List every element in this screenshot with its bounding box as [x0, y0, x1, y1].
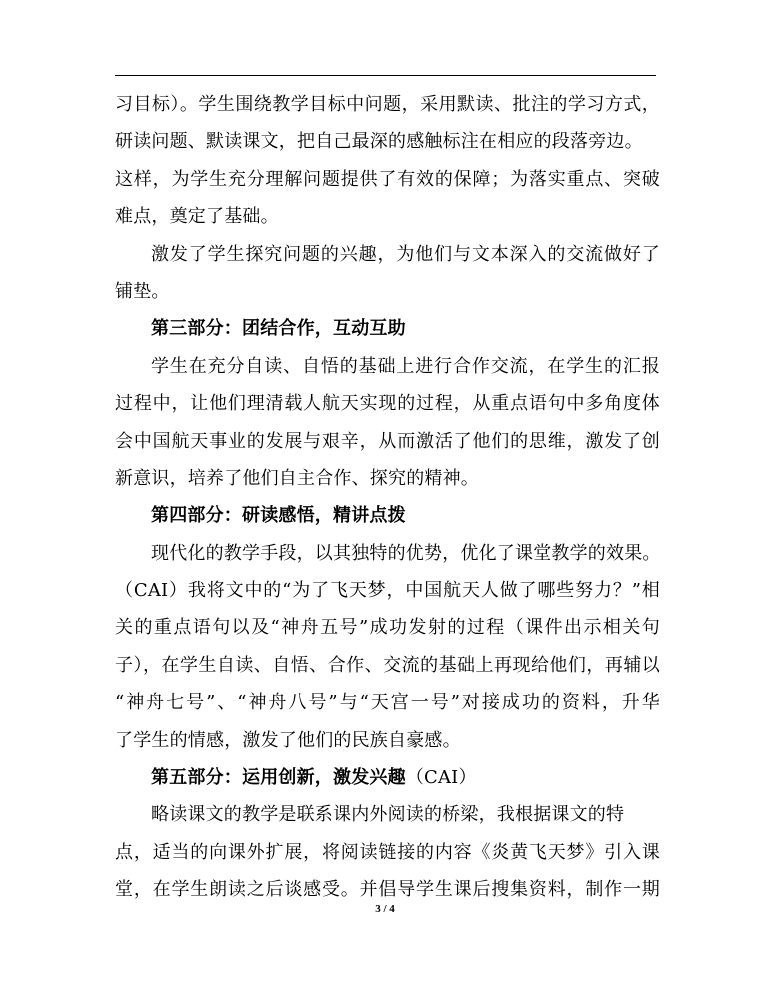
- text-line-content: 略读课文的教学是联系课内外阅读的桥梁，我根据课文的特: [151, 804, 625, 826]
- text-line-content: “神舟七号”、“神舟八号”与“天宫一号”对接成功的资料，升华: [115, 692, 660, 714]
- section-heading: [115, 759, 660, 796]
- text-line-content: 子），在学生自读、自悟、合作、交流的基础上再现给他们，再辅以: [115, 654, 660, 676]
- text-line-content: （CAI）我将文中的“为了飞天梦，中国航天人做了哪些努力？”相: [115, 580, 660, 602]
- text-line: [115, 385, 660, 422]
- text-line-content: 这样，为学生充分理解问题提供了有效的保障；为落实重点、突破: [115, 168, 660, 190]
- text-line-content: 研读问题、默读课文，把自己最深的感触标注在相应的段落旁边。: [115, 131, 643, 153]
- section-heading: [115, 497, 660, 534]
- text-line-content: 难点，奠定了基础。: [115, 206, 279, 228]
- page-number: 3 / 4: [375, 903, 395, 915]
- text-line-content: 现代化的教学手段，以其独特的优势，优化了课堂教学的效果。: [151, 542, 661, 564]
- text-line-content: 习目标）。学生围绕教学目标中问题，采用默读、批注的学习方式，: [115, 94, 660, 115]
- text-line: [115, 273, 660, 310]
- text-line: [115, 161, 660, 198]
- text-line: [115, 535, 660, 572]
- text-line: [115, 348, 660, 385]
- text-line-content: 了学生的情感，激发了他们的民族自豪感。: [115, 729, 461, 751]
- text-line: [115, 423, 660, 460]
- header-rule: [115, 75, 656, 76]
- section-heading-text: 第四部分：研读感悟，精讲点拨: [151, 505, 406, 527]
- section-heading-suffix: （CAI）: [405, 767, 477, 789]
- text-line: [115, 647, 660, 684]
- text-line: [115, 460, 660, 497]
- text-line: [115, 684, 660, 721]
- text-line-content: 过程中，让他们理清载人航天实现的过程，从重点语句中多角度体: [115, 393, 660, 415]
- text-line: [115, 572, 660, 609]
- section-heading-text: 第三部分：团结合作，互动互助: [151, 318, 406, 340]
- section-heading-text: 第五部分：运用创新，激发兴趣: [151, 767, 406, 789]
- text-line-content: 关的重点语句以及“神舟五号”成功发射的过程（课件出示相关句: [115, 617, 660, 639]
- text-line: [115, 609, 660, 646]
- text-line-content: 学生在充分自读、自悟的基础上进行合作交流，在学生的汇报: [151, 355, 660, 377]
- text-line-content: 新意识，培养了他们自主合作、探究的精神。: [115, 467, 479, 489]
- text-line: [115, 198, 660, 235]
- text-line-content: 激发了学生探究问题的兴趣，为他们与文本深入的交流做好了: [151, 243, 660, 265]
- text-line: [115, 86, 660, 123]
- text-line: [115, 236, 660, 273]
- document-body: [115, 86, 660, 909]
- text-line: [115, 722, 660, 759]
- text-line-content: 铺垫。: [115, 280, 170, 302]
- text-line: [115, 796, 660, 833]
- text-line-content: 会中国航天事业的发展与艰辛，从而激活了他们的思维，激发了创: [115, 430, 660, 452]
- text-line-content: 堂，在学生朗读之后谈感受。并倡导学生课后搜集资料，制作一期: [115, 879, 660, 901]
- section-heading: [115, 310, 660, 347]
- text-line: [115, 123, 660, 160]
- text-line-content: 点，适当的向课外扩展，将阅读链接的内容《炎黄飞天梦》引入课: [115, 841, 660, 863]
- text-line: [115, 834, 660, 871]
